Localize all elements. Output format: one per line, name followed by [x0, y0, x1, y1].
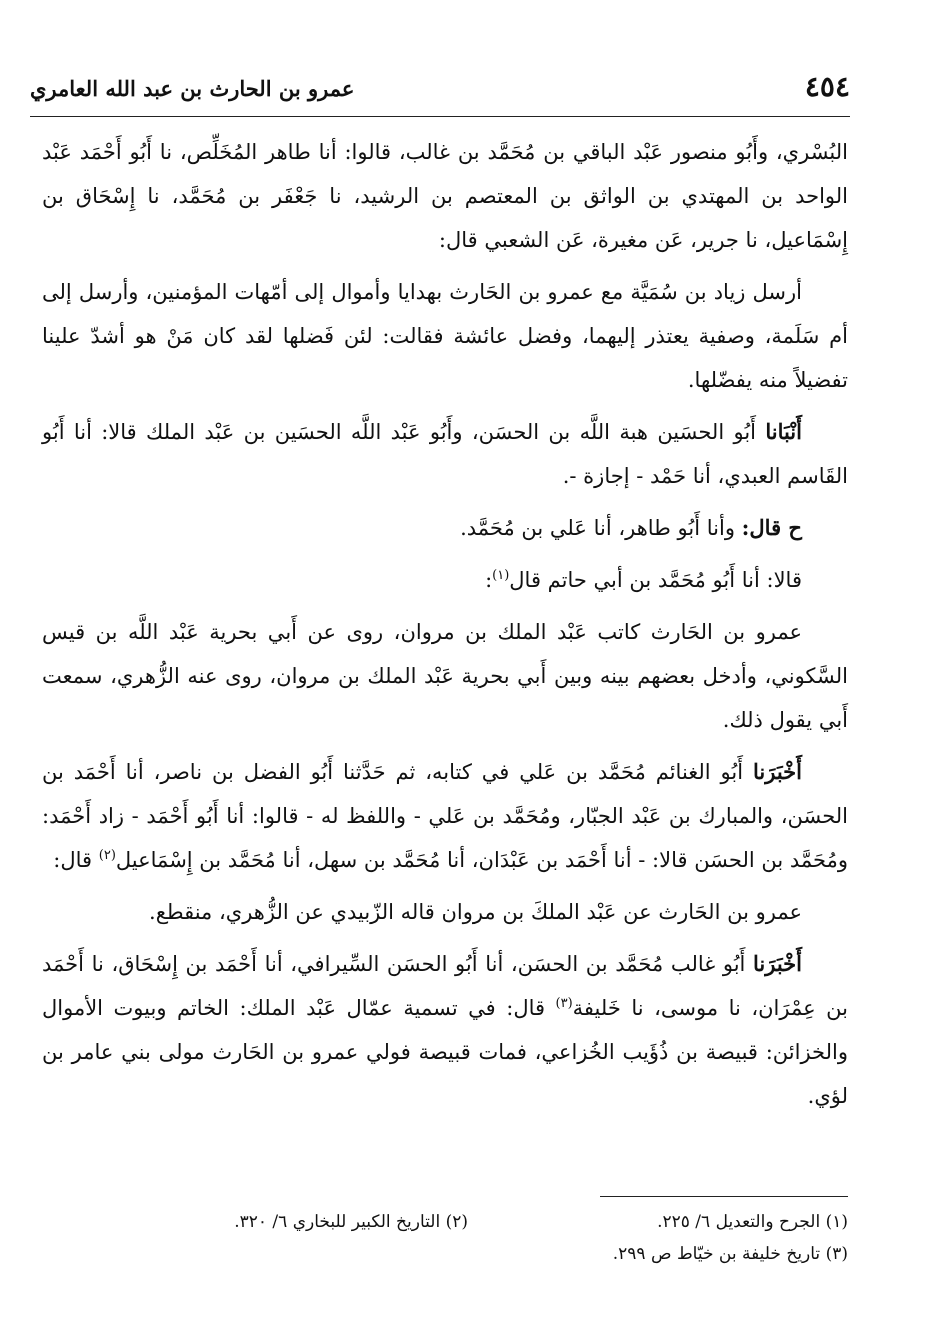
- footnote-marker: (١): [492, 568, 510, 583]
- page-number: ٤٥٤: [804, 70, 850, 103]
- paragraph-text-after: :: [485, 568, 493, 592]
- page-header: [30, 68, 850, 110]
- footnote-marker: (٣): [555, 996, 573, 1011]
- footnotes: [42, 1206, 848, 1276]
- main-text: [42, 130, 848, 1126]
- narration-keyword: أَنْبَانا: [765, 419, 802, 444]
- footnote-1: (١) الجرح والتعديل ٦/ ٢٢٥.: [657, 1212, 848, 1232]
- paragraph-text: أرسل زياد بن سُمَيَّة مع عمرو بن الحَارث بهدايا وأموال إلى أمّهات المؤمنين، وأرسل إلى أم سَلَمة، وصفية يعتذر إليهما، وفضل عائشة فقالت: لئن فَضلها لقد كان مَنْ هو أشدّ علينا تفضيلاً منه يفضّلها.: [42, 280, 848, 392]
- footnote-row: [42, 1206, 848, 1238]
- paragraph-text: عمرو بن الحَارث كاتب عَبْد الملك بن مروان، روى عن أَبي بحرية عَبْد اللَّه بن قيس السَّكوني، وأدخل بعضهم بينه وبين أَبي بحرية عَبْد الملك بن مروان، روى عنه الزُّهري، سمعت أَبي يقول ذلك.: [42, 620, 848, 732]
- paragraph-text-after: قال:: [53, 848, 99, 872]
- paragraph-narration-3: [42, 890, 848, 934]
- paragraph-text: البُسْري، وأَبُو منصور عَبْد الباقي بن مُحَمَّد بن غالب، قالوا: أنا طاهر المُخَلِّص، نا أَبُو أَحْمَد عَبْد الواحد بن المهتدي بن الواثق بن المعتصم بن الرشيد، نا جَعْفَر بن مُحَمَّد، نا إِسْحَاق بن إِسْمَاعيل، نا جرير، عَن مغيرة، عَن الشعبي قال:: [42, 140, 848, 252]
- paragraph-isnad-4: [42, 558, 848, 602]
- paragraph-isnad-6: [42, 942, 848, 1118]
- paragraph-isnad-5: [42, 750, 848, 882]
- footnote-2: (٢) التاريخ الكبير للبخاري ٦/ ٣٢٠.: [234, 1212, 468, 1232]
- footnote-rule: [600, 1196, 848, 1197]
- narration-keyword: أَخْبَرَنا: [753, 951, 802, 976]
- footnote-marker: (٢): [98, 848, 116, 863]
- paragraph-text: قالا: أنا أَبُو مُحَمَّد بن أبي حاتم قال: [509, 568, 802, 592]
- paragraph-narration-2: [42, 610, 848, 742]
- paragraph-isnad-2: [42, 410, 848, 498]
- paragraph-narration-1: [42, 270, 848, 402]
- paragraph-isnad-3: [42, 506, 848, 550]
- narration-keyword: ح قال:: [741, 515, 802, 540]
- header-rule: [30, 116, 850, 117]
- footnote-row: [42, 1238, 848, 1270]
- paragraph-text: أَبُو غالب مُحَمَّد بن الحسَن، أنا أَبُو الحسَن السِّيرافي، أنا أَحْمَد بن إِسْحَاق، نا أَحْمَد بن عِمْرَان، نا موسى، نا خَليفة: [42, 952, 848, 1020]
- paragraph-isnad-1: [42, 130, 848, 262]
- paragraph-text: وأنا أَبُو طاهر، أنا عَلي بن مُحَمَّد.: [460, 516, 735, 540]
- paragraph-text: عمرو بن الحَارث عن عَبْد الملكَ بن مروان قاله الزّبيدي عن الزُّهري، منقطع.: [149, 900, 802, 924]
- running-title: عمرو بن الحارث بن عبد الله العامري: [30, 76, 355, 101]
- paragraph-text: أَبُو الحسَين هبة اللَّه بن الحسَن، وأَبُو عَبْد اللَّه الحسَين بن عَبْد الملك قالا: أنا أَبُو القَاسم العبدي، أنا حَمْد - إجازة -.: [42, 420, 848, 488]
- paragraph-text-after: قال: في تسمية عمّال عَبْد الملك: الخاتم وبيوت الأموال والخزائن: قبيصة بن ذُؤَيب الخُزاعي، فمات قبيصة فولي عمرو بن الحَارث مولى بني عامر بن لؤي.: [42, 996, 848, 1108]
- paragraph-text: أَبُو الغنائم مُحَمَّد بن عَلي في كتابه، ثم حَدَّثنا أَبُو الفضل بن ناصر، أنا أَحْمَد بن الحسَن، والمبارك بن عَبْد الجبّار، ومُحَمَّد بن عَلي - واللفظ له - قالوا: أنا أَبُو أَحْمَد - زاد أَحْمَد: ومُحَمَّد بن الحسَن قالا: - أنا أَحْمَد بن عَبْدَان، أنا مُحَمَّد بن سهل، أنا مُحَمَّد بن إِسْمَاعيل: [42, 760, 848, 872]
- narration-keyword: أَخْبَرَنا: [753, 759, 802, 784]
- footnote-3: (٣) تاريخ خليفة بن خيّاط ص ٢٩٩.: [612, 1244, 848, 1264]
